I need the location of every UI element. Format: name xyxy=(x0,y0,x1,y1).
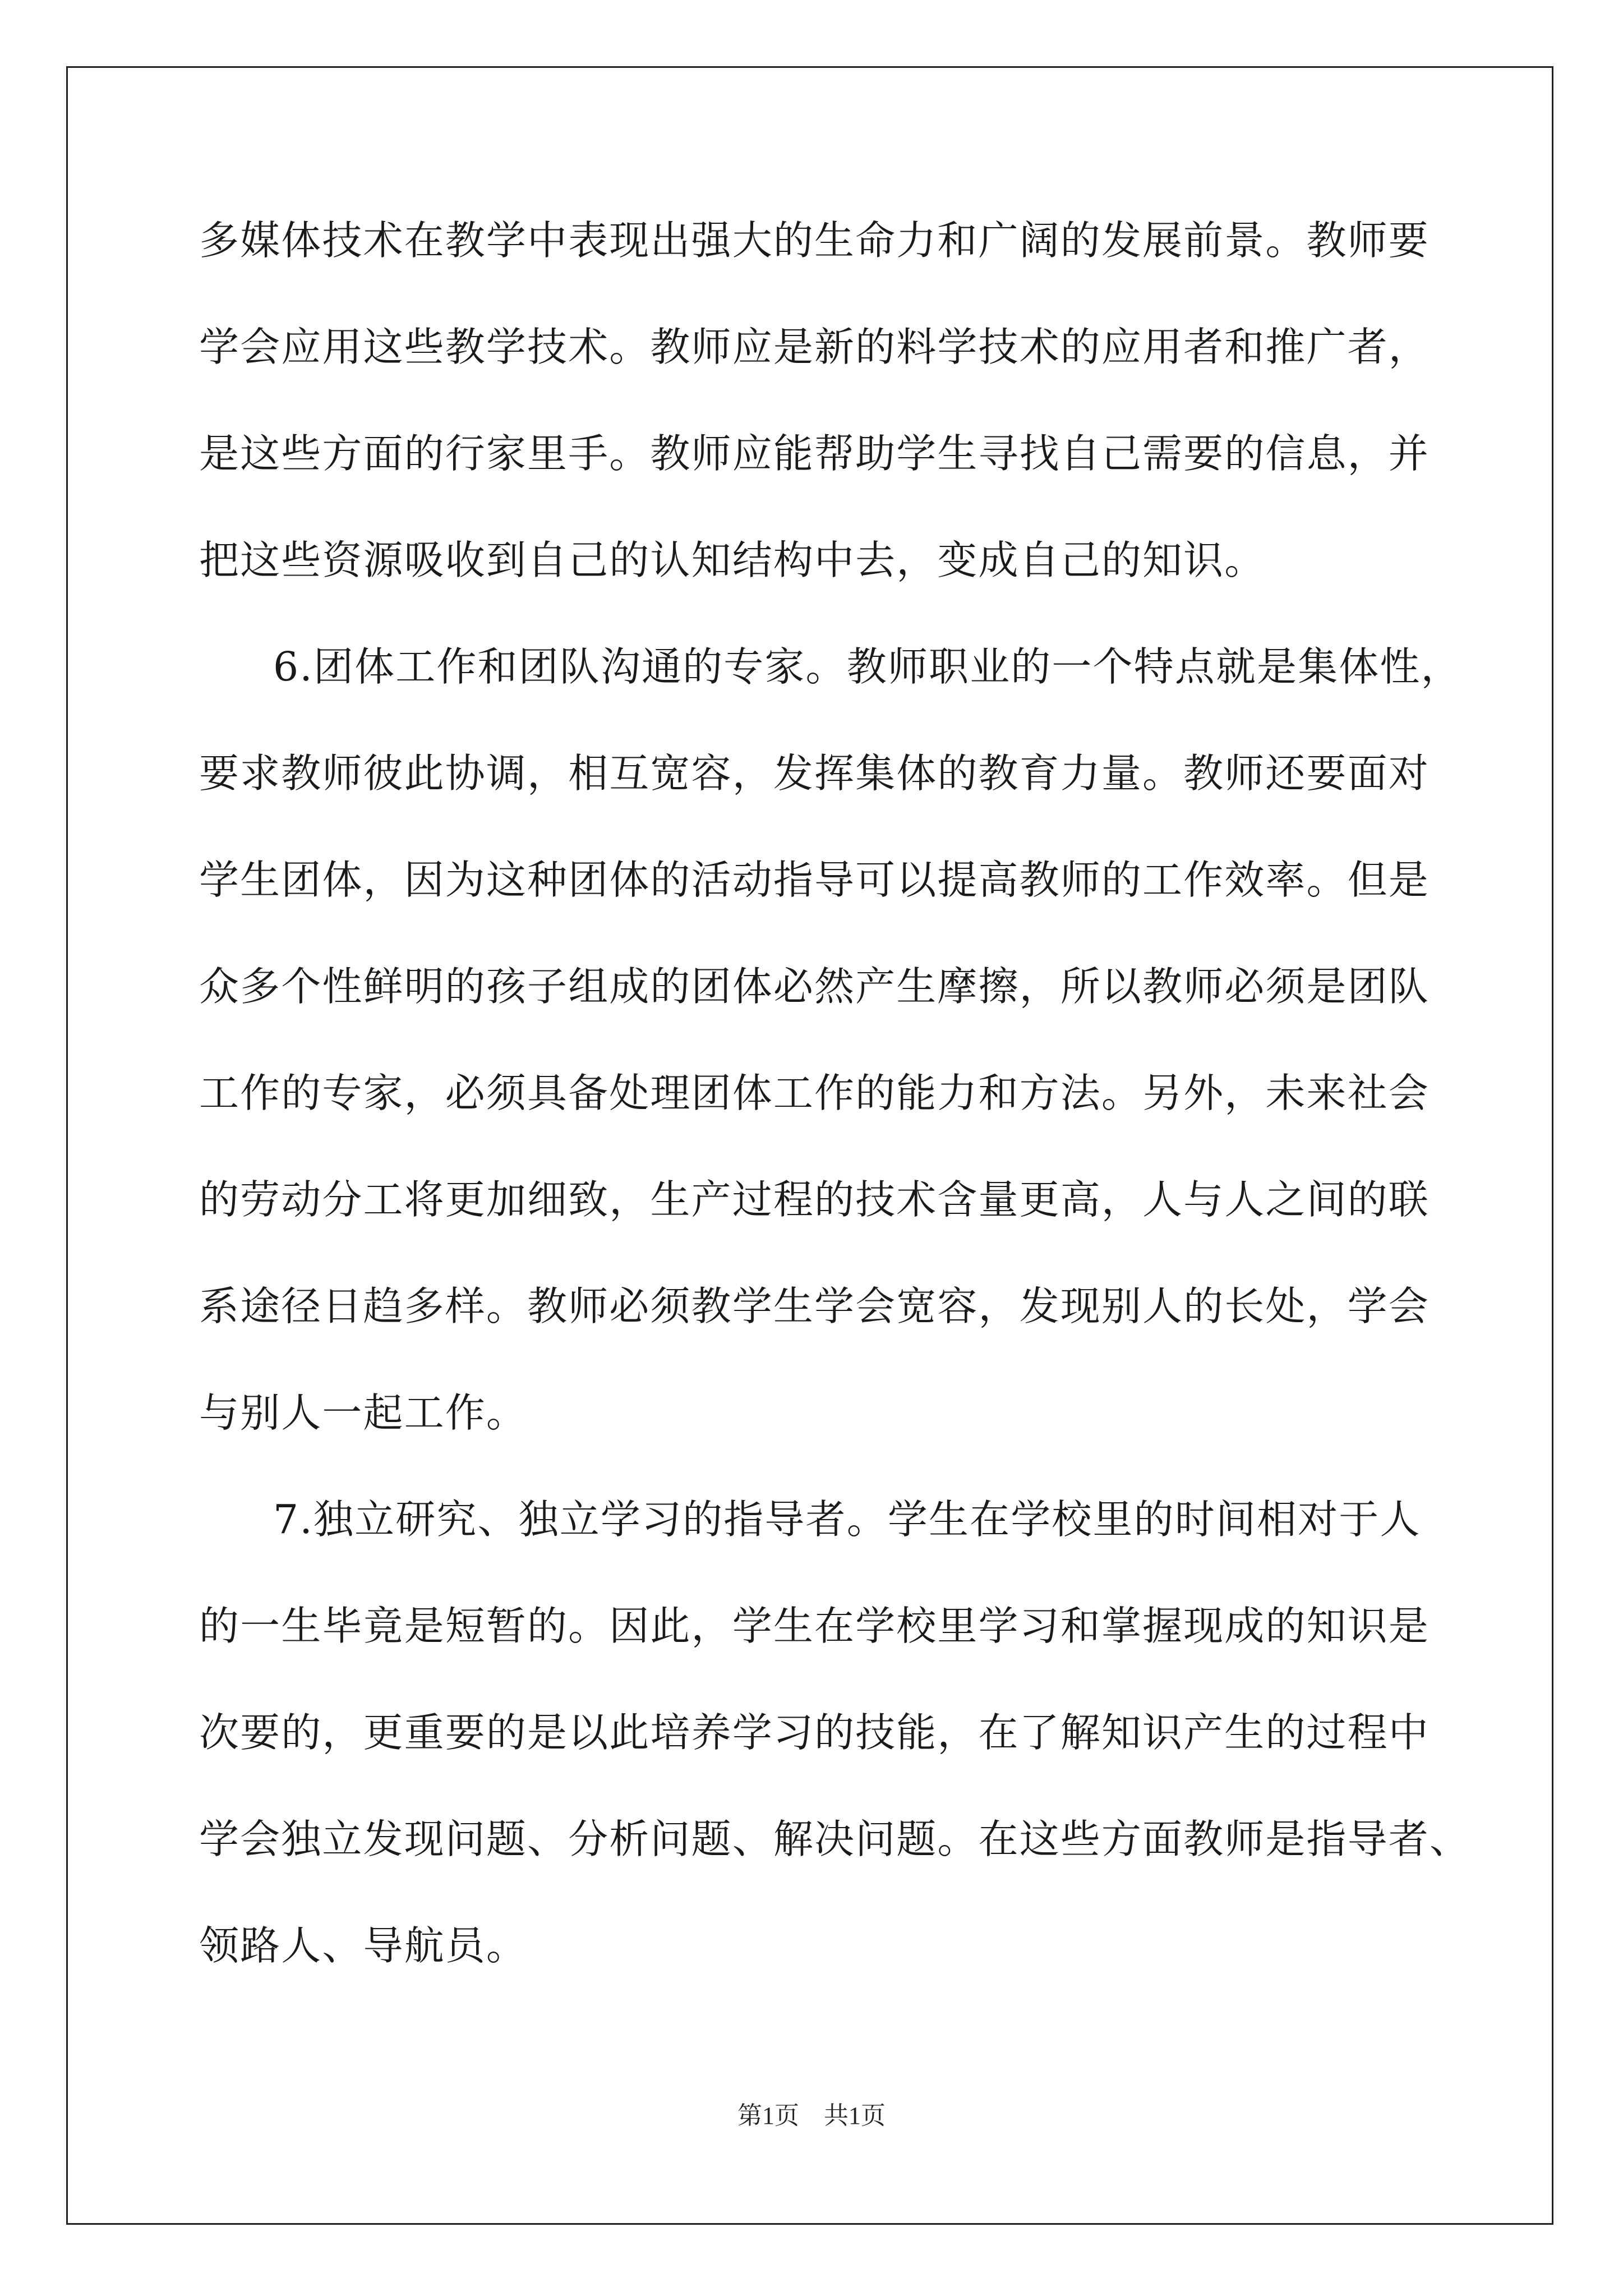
text-line: 学会应用这些教学技术。教师应是新的料学技术的应用者和推广者， xyxy=(199,324,1430,370)
document-body xyxy=(199,217,1471,2032)
text-line: 要求教师彼此协调，相互宽容，发挥集体的教育力量。教师还要面对 xyxy=(199,750,1430,797)
text-line: 学会独立发现问题、分析问题、解决问题。在这些方面教师是指导者、 xyxy=(199,1816,1471,1862)
text-line: 多媒体技术在教学中表现出强大的生命力和广阔的发展前景。教师要 xyxy=(199,217,1430,264)
text-line: 7.独立研究、独立学习的指导者。学生在学校里的时间相对于人 xyxy=(273,1496,1421,1543)
text-line: 系途径日趋多样。教师必须教学生学会宽容，发现别人的长处，学会 xyxy=(199,1283,1430,1329)
text-line: 与别人一起工作。 xyxy=(199,1389,528,1436)
text-line: 领路人、导航员。 xyxy=(199,1922,528,1969)
text-line: 学生团体，因为这种团体的活动指导可以提高教师的工作效率。但是 xyxy=(199,857,1430,903)
text-line: 把这些资源吸收到自己的认知结构中去，变成自己的知识。 xyxy=(199,537,1266,583)
text-line: 是这些方面的行家里手。教师应能帮助学生寻找自己需要的信息，并 xyxy=(199,430,1430,477)
text-line: 众多个性鲜明的孩子组成的团体必然产生摩擦，所以教师必须是团队 xyxy=(199,963,1430,1010)
text-line: 6.团体工作和团队沟通的专家。教师职业的一个特点就是集体性， xyxy=(273,643,1462,690)
text-line: 的一生毕竟是短暂的。因此，学生在学校里学习和掌握现成的知识是 xyxy=(199,1603,1430,1649)
text-line: 次要的，更重要的是以此培养学习的技能，在了解知识产生的过程中 xyxy=(199,1709,1430,1756)
text-line: 的劳动分工将更加细致，生产过程的技术含量更高，人与人之间的联 xyxy=(199,1176,1430,1223)
text-line: 工作的专家，必须具备处理团体工作的能力和方法。另外，未来社会 xyxy=(199,1070,1430,1116)
page-number-footer: 第1页 共1页 xyxy=(737,2102,886,2129)
